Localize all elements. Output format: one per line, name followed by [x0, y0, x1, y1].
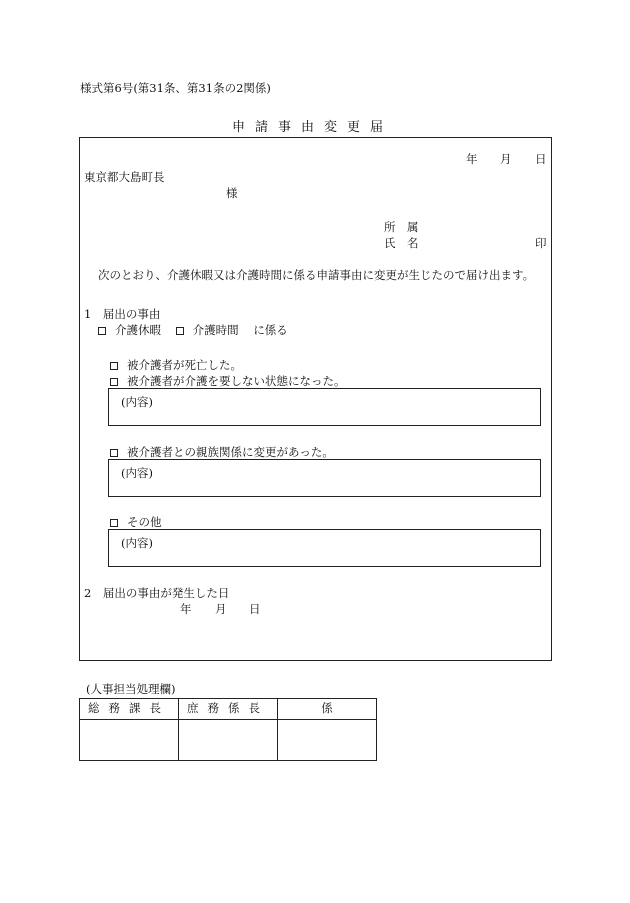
option-label: 被介護者との親族関係に変更があった。: [127, 445, 334, 459]
detail-box-relationship-change[interactable]: [108, 459, 541, 497]
hr-col-general-affairs-manager: 総務課長: [80, 699, 179, 720]
checkbox-other[interactable]: [110, 519, 118, 527]
section2-heading: 2 届出の事由が発生した日: [84, 586, 230, 600]
hr-col-staff: 係: [278, 699, 377, 720]
option-other: [110, 517, 162, 529]
hr-stamp-general-affairs-manager[interactable]: [80, 720, 179, 761]
intro-text: 次のとおり、介護休暇又は介護時間に係る申請事由に変更が生じたので届け出ます。: [98, 268, 535, 282]
detail-label: (内容): [121, 536, 153, 550]
leave-type-time: 介護時間: [192, 323, 239, 337]
hr-caption: (人事担当処理欄): [86, 682, 176, 696]
date-day-label: 日: [535, 152, 547, 166]
checkbox-relationship-change[interactable]: [110, 449, 118, 457]
checkbox-leave[interactable]: [98, 327, 106, 335]
checkbox-no-care-needed[interactable]: [110, 378, 118, 386]
form-title: 申請事由変更届: [232, 120, 394, 135]
detail-box-no-care-needed[interactable]: [108, 388, 541, 426]
date-month-label: 月: [500, 152, 512, 166]
detail-label: (内容): [121, 395, 153, 409]
leave-type-row: [98, 325, 288, 337]
occurrence-day-label: 日: [249, 602, 261, 616]
hr-stamp-staff[interactable]: [278, 720, 377, 761]
occurrence-year-label: 年: [180, 602, 192, 616]
detail-box-other[interactable]: [108, 529, 541, 567]
option-label: 被介護者が介護を要しない状態になった。: [127, 374, 346, 388]
form-number: 様式第6号(第31条、第31条の2関係): [80, 81, 271, 95]
option-deceased: [110, 360, 242, 372]
addressee-name: 東京都大島町長: [84, 170, 165, 184]
occurrence-month-label: 月: [215, 602, 227, 616]
name-label: 氏 名: [384, 236, 419, 250]
checkbox-time[interactable]: [176, 327, 184, 335]
section1-heading: 1 届出の事由: [84, 307, 161, 321]
leave-type-leave: 介護休暇: [115, 323, 161, 337]
hr-stamp-clerical-chief[interactable]: [179, 720, 278, 761]
checkbox-deceased[interactable]: [110, 362, 118, 370]
option-relationship-change: [110, 447, 334, 459]
hr-col-clerical-chief: 庶務係長: [179, 699, 278, 720]
option-label: その他: [127, 515, 162, 529]
date-year-label: 年: [466, 152, 478, 166]
option-label: 被介護者が死亡した。: [127, 358, 242, 372]
seal-mark: 印: [535, 236, 547, 250]
addressee-honorific: 様: [226, 186, 238, 200]
affiliation-label: 所 属: [384, 220, 419, 234]
option-no-care-needed: [110, 376, 346, 388]
leave-type-suffix: に係る: [253, 323, 288, 337]
hr-approval-table: [79, 698, 377, 761]
detail-label: (内容): [121, 466, 153, 480]
